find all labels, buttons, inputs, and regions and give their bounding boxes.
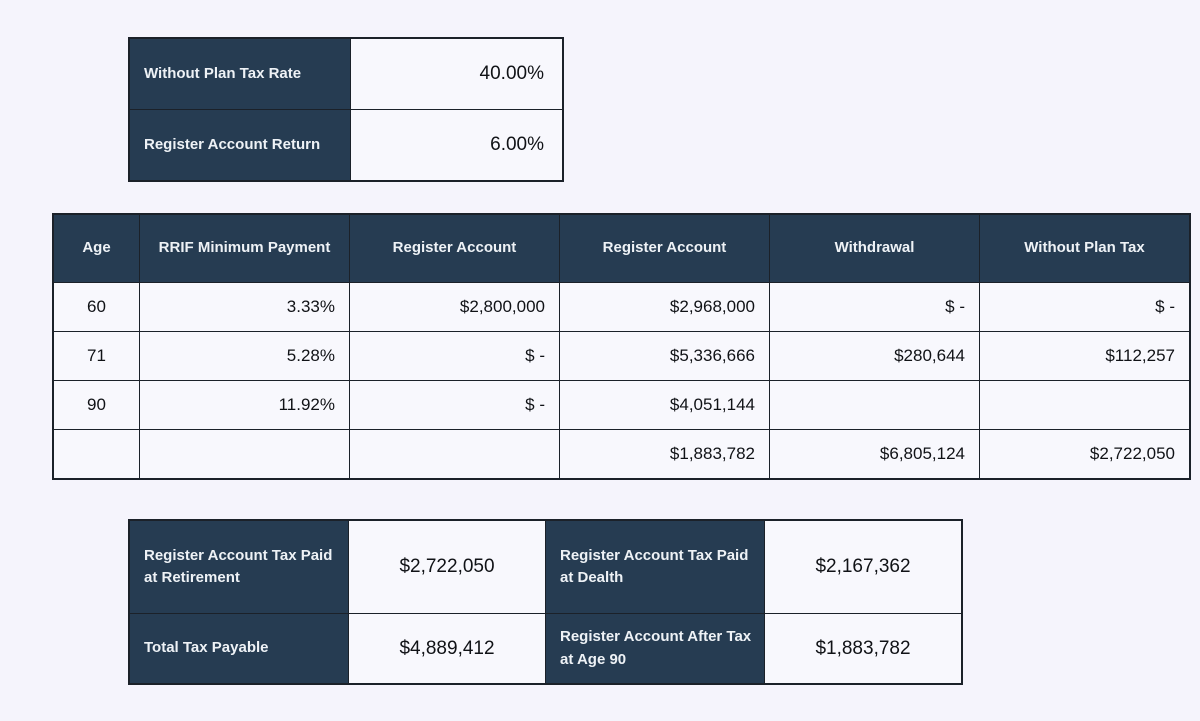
cell-value: 60 xyxy=(53,283,140,332)
cell-value xyxy=(53,430,140,480)
column-header-without-plan-tax: Without Plan Tax xyxy=(980,214,1191,283)
column-header-age: Age xyxy=(53,214,140,283)
cell-value: 40.00% xyxy=(351,38,564,110)
column-header-withdrawal: Withdrawal xyxy=(770,214,980,283)
table-row xyxy=(129,110,563,182)
row-label: Register Account Return xyxy=(129,110,351,182)
cell-value xyxy=(980,381,1191,430)
rate-parameters-table xyxy=(128,37,564,182)
cell-value: 71 xyxy=(53,332,140,381)
cell-value: $2,167,362 xyxy=(765,520,963,614)
cell-value: $1,883,782 xyxy=(560,430,770,480)
cell-value: $2,800,000 xyxy=(350,283,560,332)
rrif-projection-table xyxy=(52,213,1191,480)
cell-value: $112,257 xyxy=(980,332,1191,381)
table-row xyxy=(53,283,1190,332)
cell-value: $1,883,782 xyxy=(765,614,963,685)
cell-value: $4,051,144 xyxy=(560,381,770,430)
cell-value: $ - xyxy=(980,283,1191,332)
column-header-rrif-minimum-payment: RRIF Minimum Payment xyxy=(140,214,350,283)
row-label: Total Tax Payable xyxy=(129,614,349,685)
tax-summary-table xyxy=(128,519,963,685)
table-row xyxy=(53,332,1190,381)
cell-value xyxy=(350,430,560,480)
row-label: Register Account After Tax at Age 90 xyxy=(546,614,765,685)
row-label: Register Account Tax Paid at Retirement xyxy=(129,520,349,614)
table-row xyxy=(129,38,563,110)
cell-value: 6.00% xyxy=(351,110,564,182)
column-header-register-account-1: Register Account xyxy=(350,214,560,283)
table-row xyxy=(129,614,962,685)
header-row xyxy=(53,214,1190,283)
cell-value: $280,644 xyxy=(770,332,980,381)
cell-value xyxy=(140,430,350,480)
cell-value: 3.33% xyxy=(140,283,350,332)
table-row xyxy=(129,520,962,614)
cell-value: $2,722,050 xyxy=(980,430,1191,480)
cell-value xyxy=(770,381,980,430)
cell-value: 11.92% xyxy=(140,381,350,430)
totals-row xyxy=(53,430,1190,480)
cell-value: $ - xyxy=(770,283,980,332)
cell-value: $ - xyxy=(350,332,560,381)
cell-value: 5.28% xyxy=(140,332,350,381)
row-label: Without Plan Tax Rate xyxy=(129,38,351,110)
table-row xyxy=(53,381,1190,430)
cell-value: $ - xyxy=(350,381,560,430)
cell-value: $2,968,000 xyxy=(560,283,770,332)
cell-value: $5,336,666 xyxy=(560,332,770,381)
row-label: Register Account Tax Paid at Dealth xyxy=(546,520,765,614)
cell-value: 90 xyxy=(53,381,140,430)
cell-value: $2,722,050 xyxy=(349,520,546,614)
column-header-register-account-2: Register Account xyxy=(560,214,770,283)
cell-value: $6,805,124 xyxy=(770,430,980,480)
cell-value: $4,889,412 xyxy=(349,614,546,685)
